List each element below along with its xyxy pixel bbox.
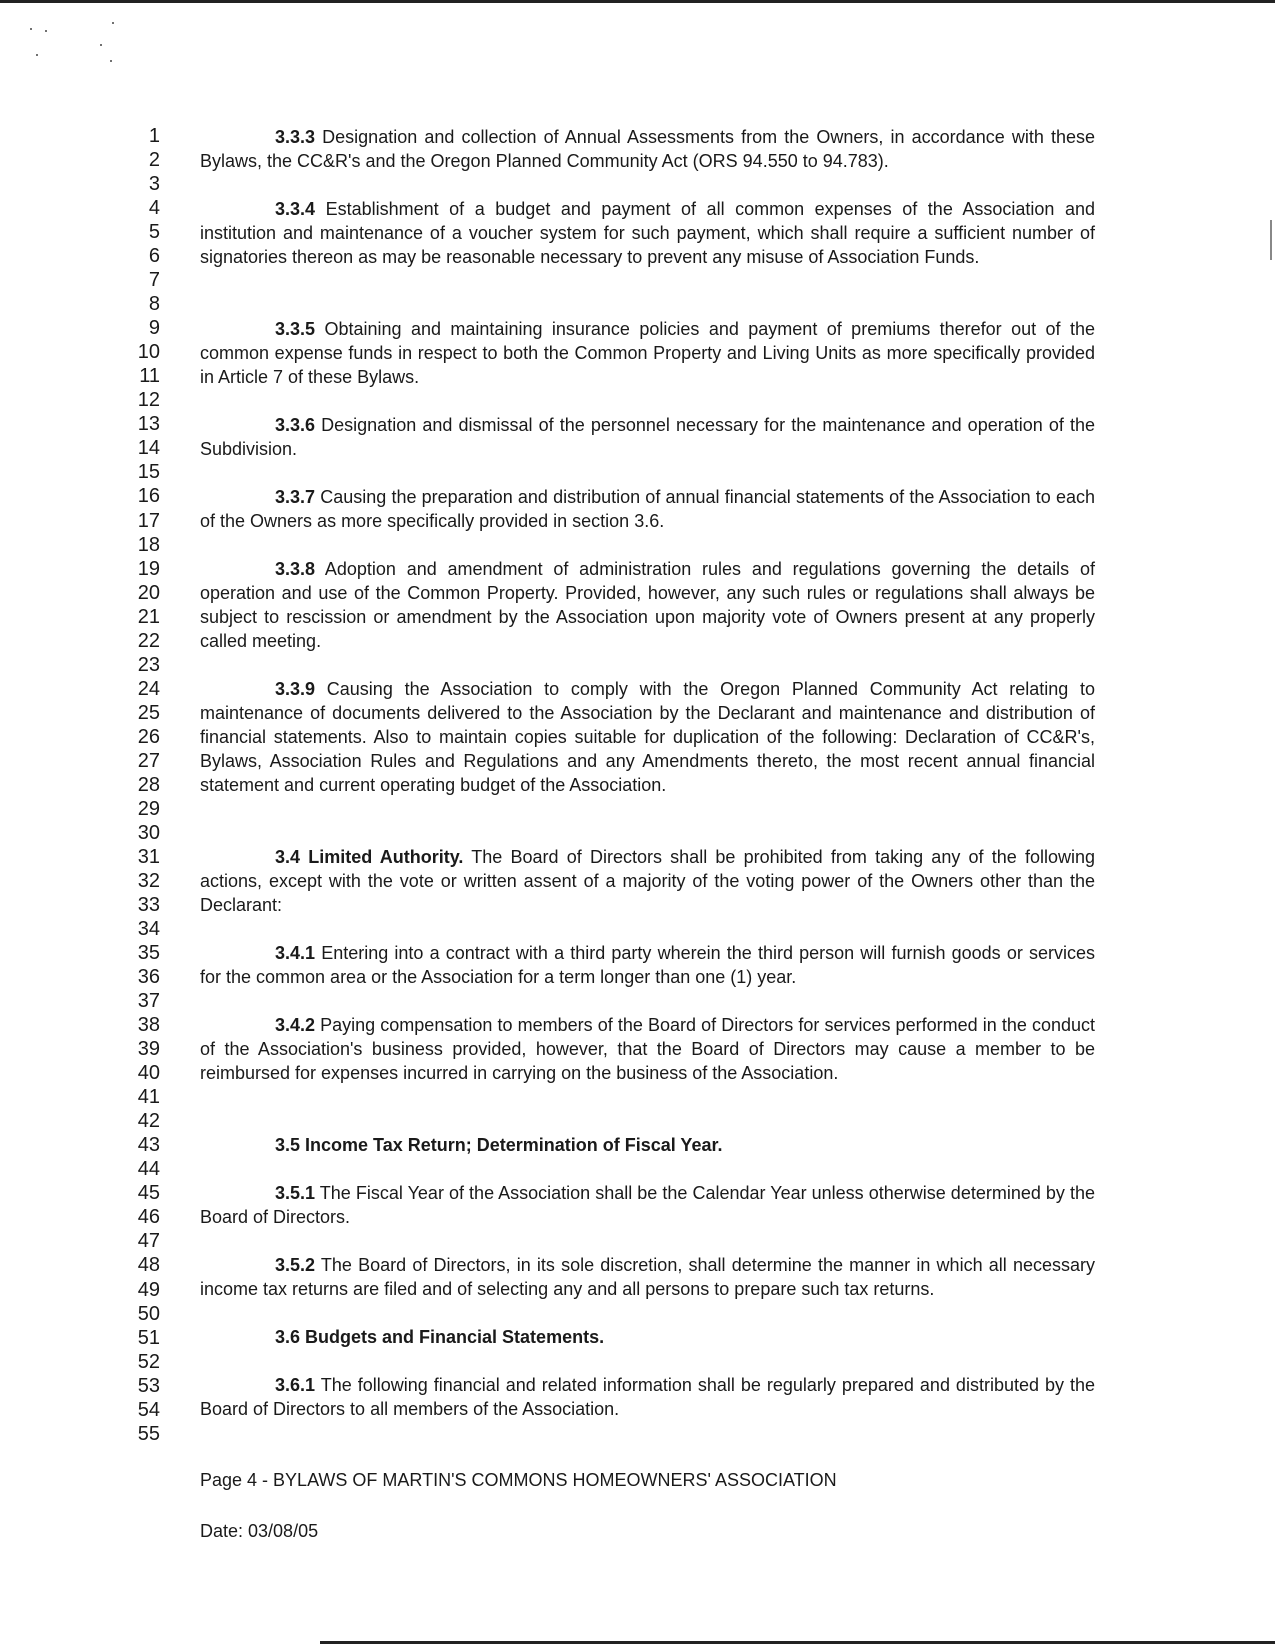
line-number-column bbox=[120, 124, 160, 1446]
paragraph-3-6-1 bbox=[200, 1373, 1095, 1421]
line-number: 53 bbox=[137, 1374, 160, 1397]
section-number: 3.4.2 bbox=[275, 1015, 316, 1035]
paragraph-3-3-7 bbox=[200, 485, 1095, 533]
scan-top-border bbox=[0, 0, 1275, 3]
paragraph-3-5-2 bbox=[200, 1253, 1095, 1301]
paragraph-3-3-5 bbox=[200, 317, 1095, 389]
line-number: 52 bbox=[137, 1350, 160, 1373]
section-number: 3.5.2 bbox=[275, 1255, 316, 1275]
line-number: 24 bbox=[137, 677, 160, 700]
line-number: 50 bbox=[137, 1302, 160, 1325]
section-number: 3.4 Limited Authority. bbox=[275, 847, 464, 867]
line-number: 2 bbox=[148, 149, 160, 172]
paragraph-text: Designation and collection of Annual Assessments from the Owners, in accordance with these Bylaws, the CC&R's and the Oregon Planned Community Act (ORS 94.550 to 94.783). bbox=[200, 127, 1095, 171]
section-number: 3.3.5 bbox=[275, 319, 316, 339]
line-number: 36 bbox=[137, 966, 160, 989]
line-number: 39 bbox=[137, 1038, 160, 1061]
paragraph-text: The Board of Directors, in its sole discretion, shall determine the manner in which all necessary income tax returns are filed and of selecting any and all persons to prepare such tax returns. bbox=[200, 1255, 1095, 1299]
line-number: 8 bbox=[148, 293, 160, 316]
line-number: 41 bbox=[137, 1086, 160, 1109]
section-number: 3.5.1 bbox=[275, 1183, 316, 1203]
paragraph-text: Paying compensation to members of the Board of Directors for services performed in the conduct of the Association's business provided, however, that the Board of Directors may cause a member to be reimbursed for expenses incurred in carrying on the business of the Association. bbox=[200, 1015, 1095, 1083]
section-number: 3.3.3 bbox=[275, 127, 316, 147]
paragraph-3-3-3 bbox=[200, 125, 1095, 173]
line-number: 42 bbox=[137, 1110, 160, 1133]
line-number: 6 bbox=[148, 245, 160, 268]
paragraph-text: Entering into a contract with a third party wherein the third person will furnish goods or services for the common area or the Association for a term longer than one (1) year. bbox=[200, 943, 1095, 987]
paragraph-text: Causing the preparation and distribution of annual financial statements of the Association to each of the Owners as more specifically provided in section 3.6. bbox=[200, 487, 1095, 531]
line-number: 49 bbox=[137, 1278, 160, 1301]
paragraph-3-3-4 bbox=[200, 197, 1095, 269]
paragraph-3-4-2 bbox=[200, 1013, 1095, 1085]
line-number: 54 bbox=[137, 1398, 160, 1421]
line-number: 25 bbox=[137, 701, 160, 724]
line-number: 30 bbox=[137, 821, 160, 844]
footer-date: Date: 03/08/05 bbox=[200, 1521, 319, 1541]
paragraph-3-4 bbox=[200, 845, 1095, 917]
line-number: 14 bbox=[137, 437, 160, 460]
scan-speck bbox=[36, 54, 38, 56]
line-number: 46 bbox=[137, 1206, 160, 1229]
line-number: 32 bbox=[137, 869, 160, 892]
scan-edge-mark bbox=[1270, 220, 1272, 260]
line-number: 33 bbox=[137, 894, 160, 916]
line-number: 44 bbox=[137, 1158, 160, 1181]
heading-3-6: 3.6 Budgets and Financial Statements. bbox=[275, 1327, 605, 1347]
section-number: 3.3.4 bbox=[275, 199, 316, 219]
line-number: 38 bbox=[137, 1014, 160, 1037]
section-number: 3.4.1 bbox=[275, 943, 316, 963]
page-footer: Page 4 - BYLAWS OF MARTIN'S COMMONS HOMEOWNERS' ASSOCIATION bbox=[200, 1470, 837, 1490]
paragraph-text: The following financial and related information shall be regularly prepared and distributed by the Board of Directors to all members of the Association. bbox=[200, 1375, 1095, 1419]
line-number: 7 bbox=[148, 269, 160, 292]
line-number: 22 bbox=[137, 629, 160, 652]
line-number: 20 bbox=[137, 581, 160, 604]
line-number: 43 bbox=[137, 1134, 160, 1157]
line-number: 31 bbox=[137, 845, 160, 868]
section-number: 3.3.6 bbox=[275, 415, 316, 435]
paragraph-3-4-1 bbox=[200, 941, 1095, 989]
line-number: 5 bbox=[148, 221, 160, 244]
line-number: 45 bbox=[137, 1182, 160, 1205]
line-number: 9 bbox=[148, 317, 160, 340]
line-number: 4 bbox=[148, 197, 160, 220]
line-number: 15 bbox=[137, 461, 160, 484]
paragraph-3-3-9 bbox=[200, 677, 1095, 797]
section-number: 3.6.1 bbox=[275, 1375, 316, 1395]
line-number: 37 bbox=[137, 990, 160, 1013]
line-number: 3 bbox=[148, 173, 160, 196]
line-number: 17 bbox=[137, 509, 160, 532]
line-number: 13 bbox=[137, 413, 160, 436]
line-number: 48 bbox=[137, 1254, 160, 1277]
paragraph-3-5-1 bbox=[200, 1181, 1095, 1229]
line-number: 27 bbox=[137, 749, 160, 772]
scan-speck bbox=[100, 44, 102, 46]
line-number: 23 bbox=[137, 653, 160, 676]
line-number: 16 bbox=[137, 485, 160, 508]
line-number: 28 bbox=[137, 773, 160, 796]
line-number: 40 bbox=[137, 1062, 160, 1085]
paragraph-text: Designation and dismissal of the personnel necessary for the maintenance and operation of the Subdivision. bbox=[200, 415, 1095, 459]
paragraph-text: Causing the Association to comply with the Oregon Planned Community Act relating to maintenance of documents delivered to the Association by the Declarant and maintenance and distribution of financial statements. Also to maintain copies suitable for duplication of the following: Declaration of CC&R's, Bylaws, Association Rules and Regulations and any Amendments thereto, the most recent annual financial statement and current operating budget of the Association. bbox=[200, 679, 1095, 795]
line-number: 19 bbox=[137, 557, 160, 580]
paragraph-text: The Board of Directors shall be prohibited from taking any of the following actions, except with the vote or written assent of a majority of the voting power of the Owners other than the Declarant: bbox=[200, 847, 1096, 915]
paragraph-text: Obtaining and maintaining insurance policies and payment of premiums therefor out of the common expense funds in respect to both the Common Property and Living Units as more specifically provided in Article 7 of these Bylaws. bbox=[200, 319, 1095, 387]
scan-speck bbox=[30, 28, 32, 30]
section-number: 3.3.9 bbox=[275, 679, 316, 699]
line-number: 35 bbox=[137, 942, 160, 965]
line-number: 29 bbox=[137, 797, 160, 820]
line-number: 18 bbox=[137, 533, 160, 556]
paragraph-text: Adoption and amendment of administration rules and regulations governing the details of operation and use of the Common Property. Provided, however, any such rules or regulations shall always be subject to rescission or amendment by the Association upon majority vote of Owners present at any properly called meeting. bbox=[200, 559, 1095, 651]
line-number: 21 bbox=[137, 605, 160, 628]
section-number: 3.3.7 bbox=[275, 487, 316, 507]
line-number: 10 bbox=[137, 341, 160, 364]
section-number: 3.3.8 bbox=[275, 559, 316, 579]
paragraph-3-3-8 bbox=[200, 557, 1095, 653]
line-number: 1 bbox=[148, 125, 160, 147]
scan-speck bbox=[45, 30, 47, 32]
line-number: 47 bbox=[137, 1230, 160, 1253]
line-number: 51 bbox=[137, 1326, 160, 1349]
heading-3-5: 3.5 Income Tax Return; Determination of Fiscal Year. bbox=[275, 1135, 723, 1155]
line-number: 55 bbox=[137, 1422, 160, 1445]
line-number: 12 bbox=[137, 389, 160, 412]
scan-speck bbox=[110, 60, 112, 62]
line-number: 11 bbox=[139, 365, 160, 388]
paragraph-text: Establishment of a budget and payment of all common expenses of the Association and institution and maintenance of a voucher system for such payment, which shall require a sufficient number of signatories thereon as may be reasonable necessary to prevent any misuse of Association Funds. bbox=[200, 199, 1095, 267]
paragraph-3-3-6 bbox=[200, 413, 1095, 461]
paragraph-text: The Fiscal Year of the Association shall be the Calendar Year unless otherwise determined by the Board of Directors. bbox=[200, 1183, 1095, 1227]
line-number: 26 bbox=[137, 725, 160, 748]
line-number: 34 bbox=[137, 918, 160, 941]
scan-speck bbox=[112, 22, 114, 24]
scan-bottom-border bbox=[320, 1641, 1275, 1644]
